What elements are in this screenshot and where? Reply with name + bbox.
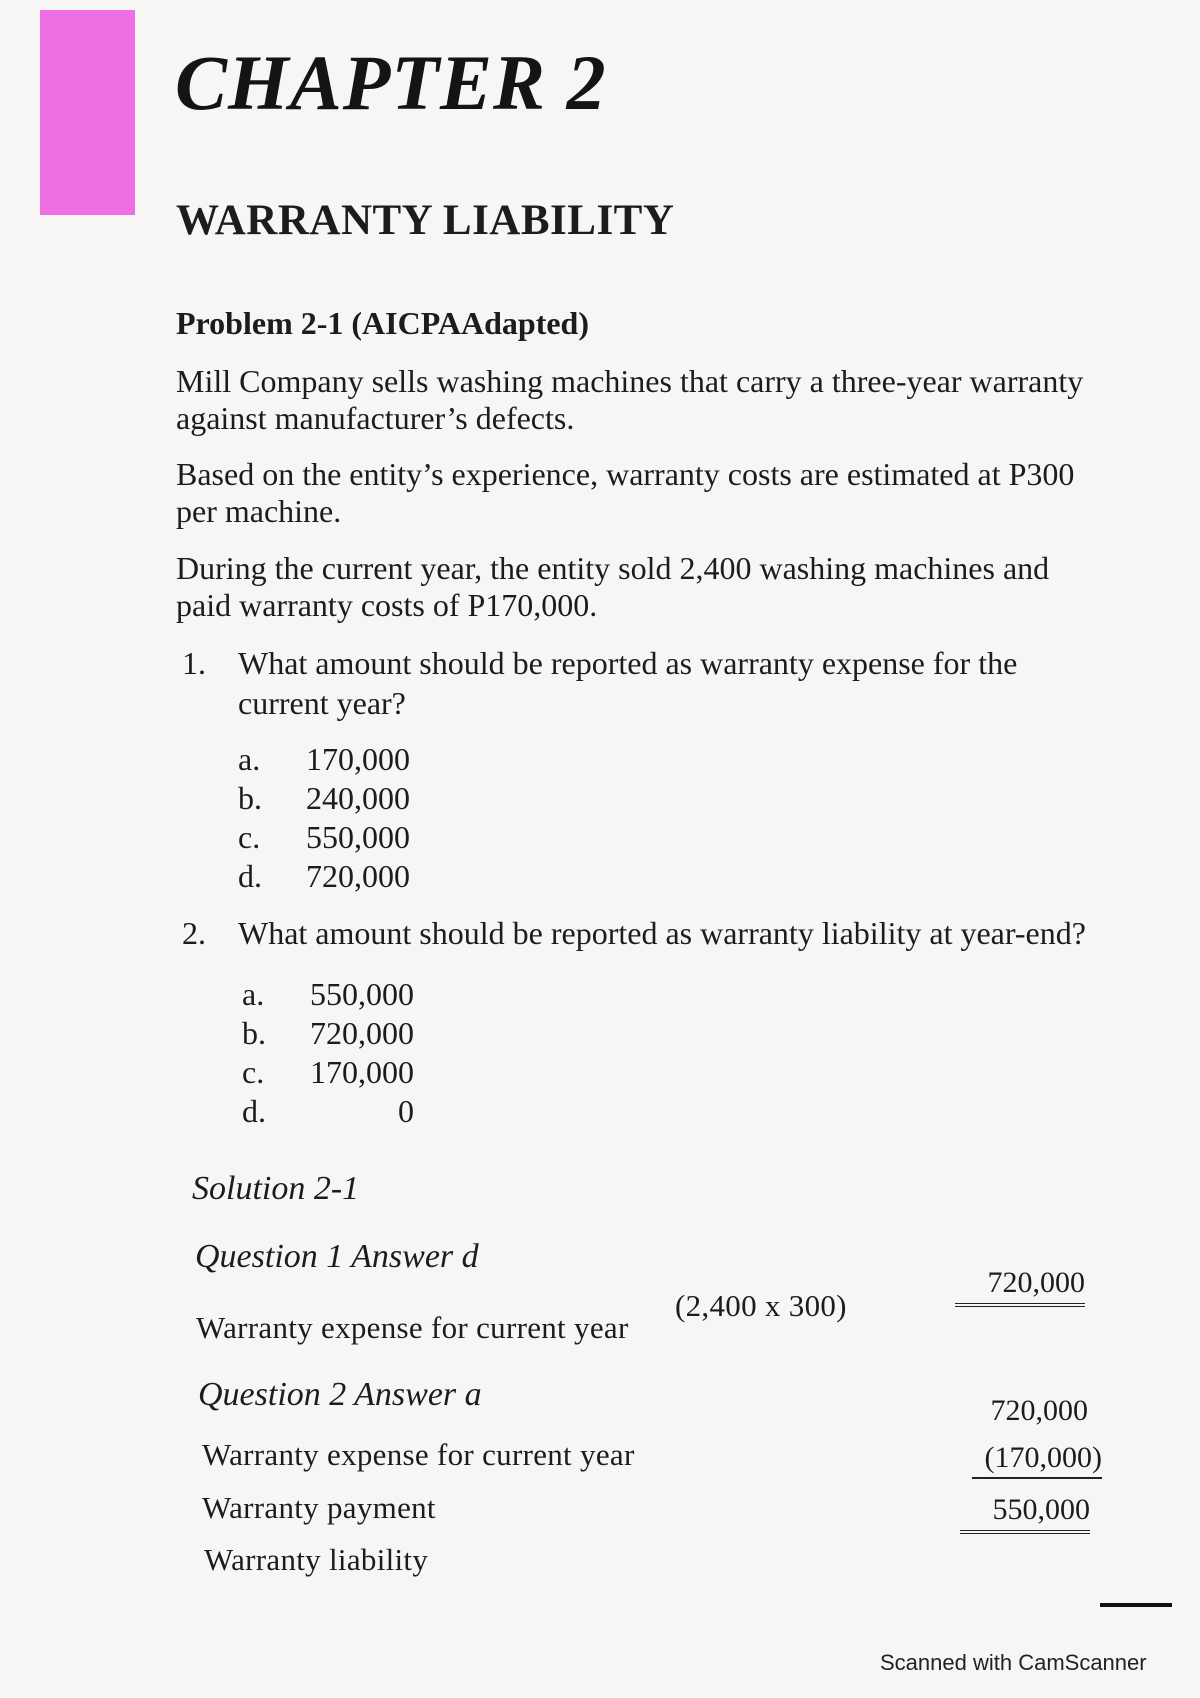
question-2 — [182, 913, 1102, 953]
solution-q1-heading: Question 1 Answer d — [195, 1238, 479, 1275]
solution-q1-label: Warranty expense for current year — [196, 1310, 629, 1345]
choice-b: b. 240,000 — [238, 780, 410, 816]
question-number: 1. — [182, 645, 206, 681]
choice-a: a. 550,000 — [242, 976, 414, 1012]
choice-a: a. 170,000 — [238, 741, 410, 777]
pink-tab-marker — [40, 10, 135, 215]
question-1-choices — [238, 740, 410, 896]
question-text: What amount should be reported as warranty expense for the current year? — [238, 645, 1018, 721]
solution-q2-amount-liability: 550,000 — [960, 1493, 1090, 1534]
solution-title: Solution 2-1 — [192, 1170, 360, 1207]
solution-q2-heading: Question 2 Answer a — [198, 1376, 482, 1413]
choice-d: d. 0 — [242, 1093, 414, 1129]
paragraph-3: During the current year, the entity sold 2,400 washing machines and paid warranty costs of P170,000. — [176, 550, 1050, 623]
scan-mark — [1100, 1603, 1172, 1607]
choice-c: c. 550,000 — [238, 819, 410, 855]
solution-q2-row-liability: Warranty liability — [204, 1542, 429, 1577]
choice-d: d. 720,000 — [238, 858, 410, 894]
solution-q2-amount-expense: 720,000 — [990, 1394, 1088, 1427]
chapter-title: CHAPTER 2 — [175, 39, 607, 126]
solution-q2-row-expense: Warranty expense for current year — [202, 1437, 635, 1472]
problem-title: Problem 2-1 (AICPAAdapted) — [176, 305, 589, 341]
choice-b: b. 720,000 — [242, 1015, 414, 1051]
solution-q2-row-payment: Warranty payment — [202, 1490, 436, 1525]
question-text: What amount should be reported as warranty liability at year-end? — [238, 915, 1086, 951]
solution-q1-amount: 720,000 — [955, 1266, 1085, 1307]
chapter-subtitle: WARRANTY LIABILITY — [176, 197, 675, 244]
paragraph-1: Mill Company sells washing machines that carry a three-year warranty against manufacturer’s defects. — [176, 363, 1084, 436]
solution-q2-amount-payment: (170,000) — [972, 1441, 1102, 1479]
choice-c: c. 170,000 — [242, 1054, 414, 1090]
solution-q1-computation: (2,400 x 300) — [675, 1288, 847, 1323]
scanner-watermark: Scanned with CamScanner — [880, 1650, 1147, 1675]
question-2-choices — [242, 975, 414, 1131]
question-1 — [182, 643, 1102, 723]
paragraph-2: Based on the entity’s experience, warranty costs are estimated at P300 per machine. — [176, 456, 1075, 529]
question-number: 2. — [182, 915, 206, 951]
